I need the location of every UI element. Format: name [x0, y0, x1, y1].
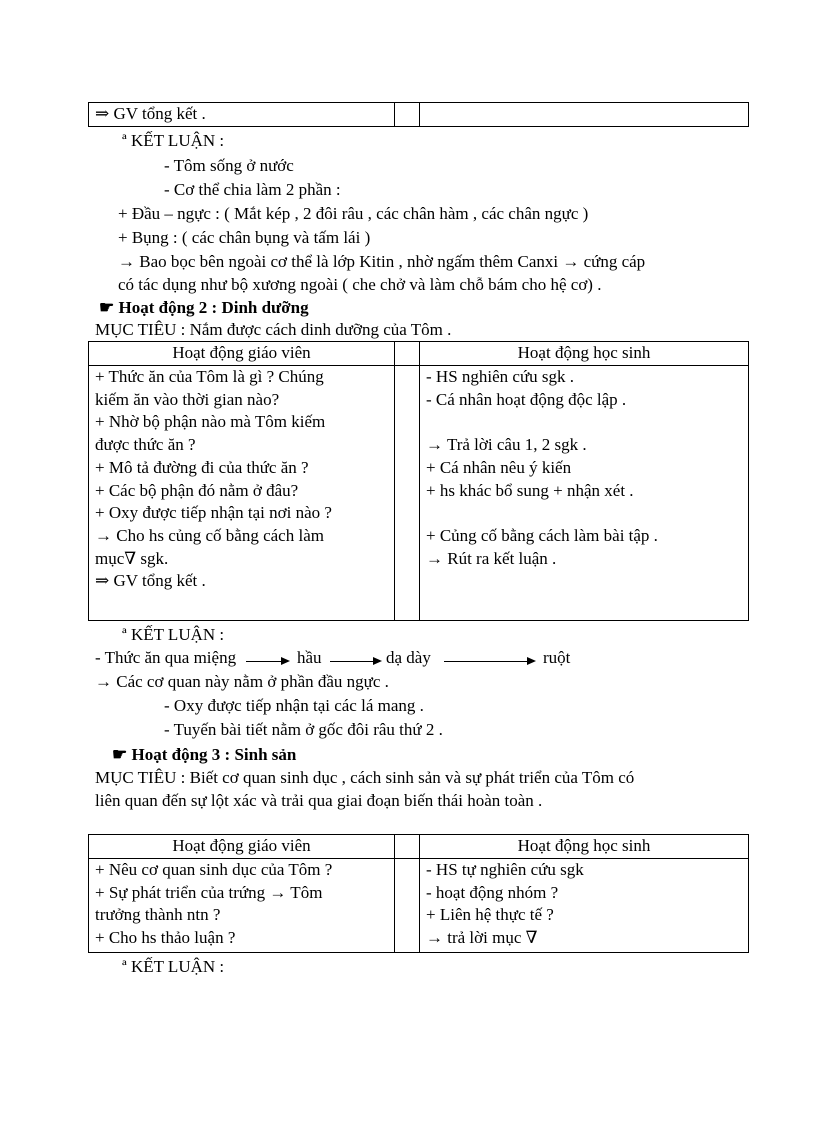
activity3-header-student: Hoạt động học sinh: [420, 835, 749, 859]
activity2-student-line: [426, 411, 742, 434]
activity2-student-line: - HS nghiên cứu sgk .: [426, 367, 575, 386]
activity3-objective-line-1: MỤC TIÊU : Biết cơ quan sinh dục , cách sinh sản và sự phát triển của Tôm có: [95, 768, 635, 787]
activity2-mid-cell: [395, 366, 420, 621]
top-table-teacher-cell: ⇒ GV tổng kết .: [89, 103, 395, 127]
pathway-step-intestine: ruột: [543, 648, 571, 667]
activity2-teacher-line: → Cho hs củng cố bằng cách làm: [95, 525, 324, 545]
activity3-table: [88, 834, 749, 953]
activity2-teacher-line: + Nhờ bộ phận nào mà Tôm kiếm: [95, 412, 326, 432]
conclusion2-bullet-2: - Tuyến bài tiết nằm ở gốc đôi râu thứ 2 .: [164, 720, 443, 739]
activity2-teacher-line: được thức ăn ?: [95, 435, 196, 455]
activity3-student-line: - HS tự nghiên cứu sgk: [426, 860, 584, 879]
activity3-teacher-line: + Nêu cơ quan sinh dục của Tôm ?: [95, 860, 333, 879]
activity3-student-line: → trả lời mục ∇: [426, 928, 538, 948]
conclusion-heading-2: ª KẾT LUẬN :: [122, 625, 225, 644]
conclusion1-bullet-1: - Tôm sống ở nước: [164, 156, 294, 175]
activity3-teacher-line: + Cho hs thảo luận ?: [95, 928, 236, 948]
pathway-arrow-2: [330, 661, 380, 662]
activity3-heading: ☛ Hoạt động 3 : Sinh sản: [112, 745, 297, 764]
conclusion-heading-1: ª KẾT LUẬN :: [122, 131, 225, 150]
pathway-arrow-3: [444, 661, 534, 662]
activity2-header-teacher: Hoạt động giáo viên: [89, 342, 395, 366]
activity2-student-line: [426, 502, 742, 525]
activity2-student-line: + Củng cố bằng cách làm bài tập .: [426, 525, 658, 545]
conclusion-heading-3: ª KẾT LUẬN :: [122, 957, 225, 976]
pathway-step-mouth: - Thức ăn qua miệng: [95, 648, 237, 667]
activity2-teacher-line: ⇒ GV tổng kết .: [95, 571, 206, 591]
top-table-student-cell: [420, 103, 749, 127]
activity2-student-line: + hs khác bổ sung + nhận xét .: [426, 480, 634, 500]
activity2-student-cell: [420, 366, 749, 621]
activity3-objective-line-2: liên quan đến sự lột xác và trải qua giai đoạn biến thái hoàn toàn .: [95, 791, 543, 810]
pathway-step-stomach: dạ dày: [386, 648, 431, 667]
activity3-teacher-line: + Sự phát triển của trứng → Tôm: [95, 882, 323, 902]
activity3-student-cell: [420, 859, 749, 953]
activity2-teacher-cell: [89, 366, 395, 621]
top-table: [88, 102, 749, 127]
conclusion1-bullet-2: - Cơ thể chia làm 2 phần :: [164, 180, 341, 199]
activity2-teacher-line: kiếm ăn vào thời gian nào?: [95, 389, 280, 409]
conclusion2-bullet-1: - Oxy được tiếp nhận tại các lá mang .: [164, 696, 424, 715]
activity2-heading: ☛ Hoạt động 2 : Dinh dưỡng: [99, 298, 309, 317]
activity3-teacher-line: trưởng thành ntn ?: [95, 905, 221, 925]
pathway-arrow-1: [246, 661, 288, 662]
activity2-objective: MỤC TIÊU : Nắm được cách dinh dưỡng của Tôm .: [95, 320, 452, 339]
activity2-student-line: → Rút ra kết luận .: [426, 548, 557, 568]
activity2-header-student: Hoạt động học sinh: [420, 342, 749, 366]
activity2-teacher-line: + Mô tả đường đi của thức ăn ?: [95, 457, 309, 477]
activity2-teacher-line: + Oxy được tiếp nhận tại nơi nào ?: [95, 503, 332, 523]
activity2-teacher-line: mục∇ sgk.: [95, 548, 169, 568]
activity3-mid-cell: [395, 859, 420, 953]
activity2-teacher-line: + Các bộ phận đó nằm ở đâu?: [95, 480, 299, 500]
top-table-mid-cell: [395, 103, 420, 127]
conclusion1-line-1: + Đầu – ngực : ( Mắt kép , 2 đôi râu , các chân hàm , các chân ngực ): [118, 204, 589, 223]
activity2-table: [88, 341, 749, 621]
activity3-student-line: + Liên hệ thực tế ?: [426, 905, 554, 925]
conclusion1-line-2: + Bụng : ( các chân bụng và tấm lái ): [118, 228, 371, 247]
activity2-student-line: + Cá nhân nêu ý kiến: [426, 457, 572, 477]
conclusion1-line-4: có tác dụng như bộ xương ngoài ( che chở và làm chỗ bám cho hệ cơ) .: [118, 275, 602, 294]
activity3-header-teacher: Hoạt động giáo viên: [89, 835, 395, 859]
activity3-student-line: - hoạt động nhóm ?: [426, 882, 559, 902]
conclusion1-line-3: → Bao bọc bên ngoài cơ thể là lớp Kitin , nhờ ngấm thêm Canxi → cứng cáp: [118, 252, 646, 271]
activity2-student-line: - Cá nhân hoạt động độc lập .: [426, 389, 627, 409]
activity3-teacher-cell: [89, 859, 395, 953]
conclusion2-line: → Các cơ quan này nằm ở phần đầu ngực .: [95, 672, 389, 691]
activity2-teacher-line: + Thức ăn của Tôm là gì ? Chúng: [95, 367, 324, 386]
activity3-header-mid: [395, 835, 420, 859]
pathway-step-pharynx: hầu: [297, 648, 322, 667]
activity2-student-line: → Trả lời câu 1, 2 sgk .: [426, 435, 587, 455]
activity2-header-mid: [395, 342, 420, 366]
